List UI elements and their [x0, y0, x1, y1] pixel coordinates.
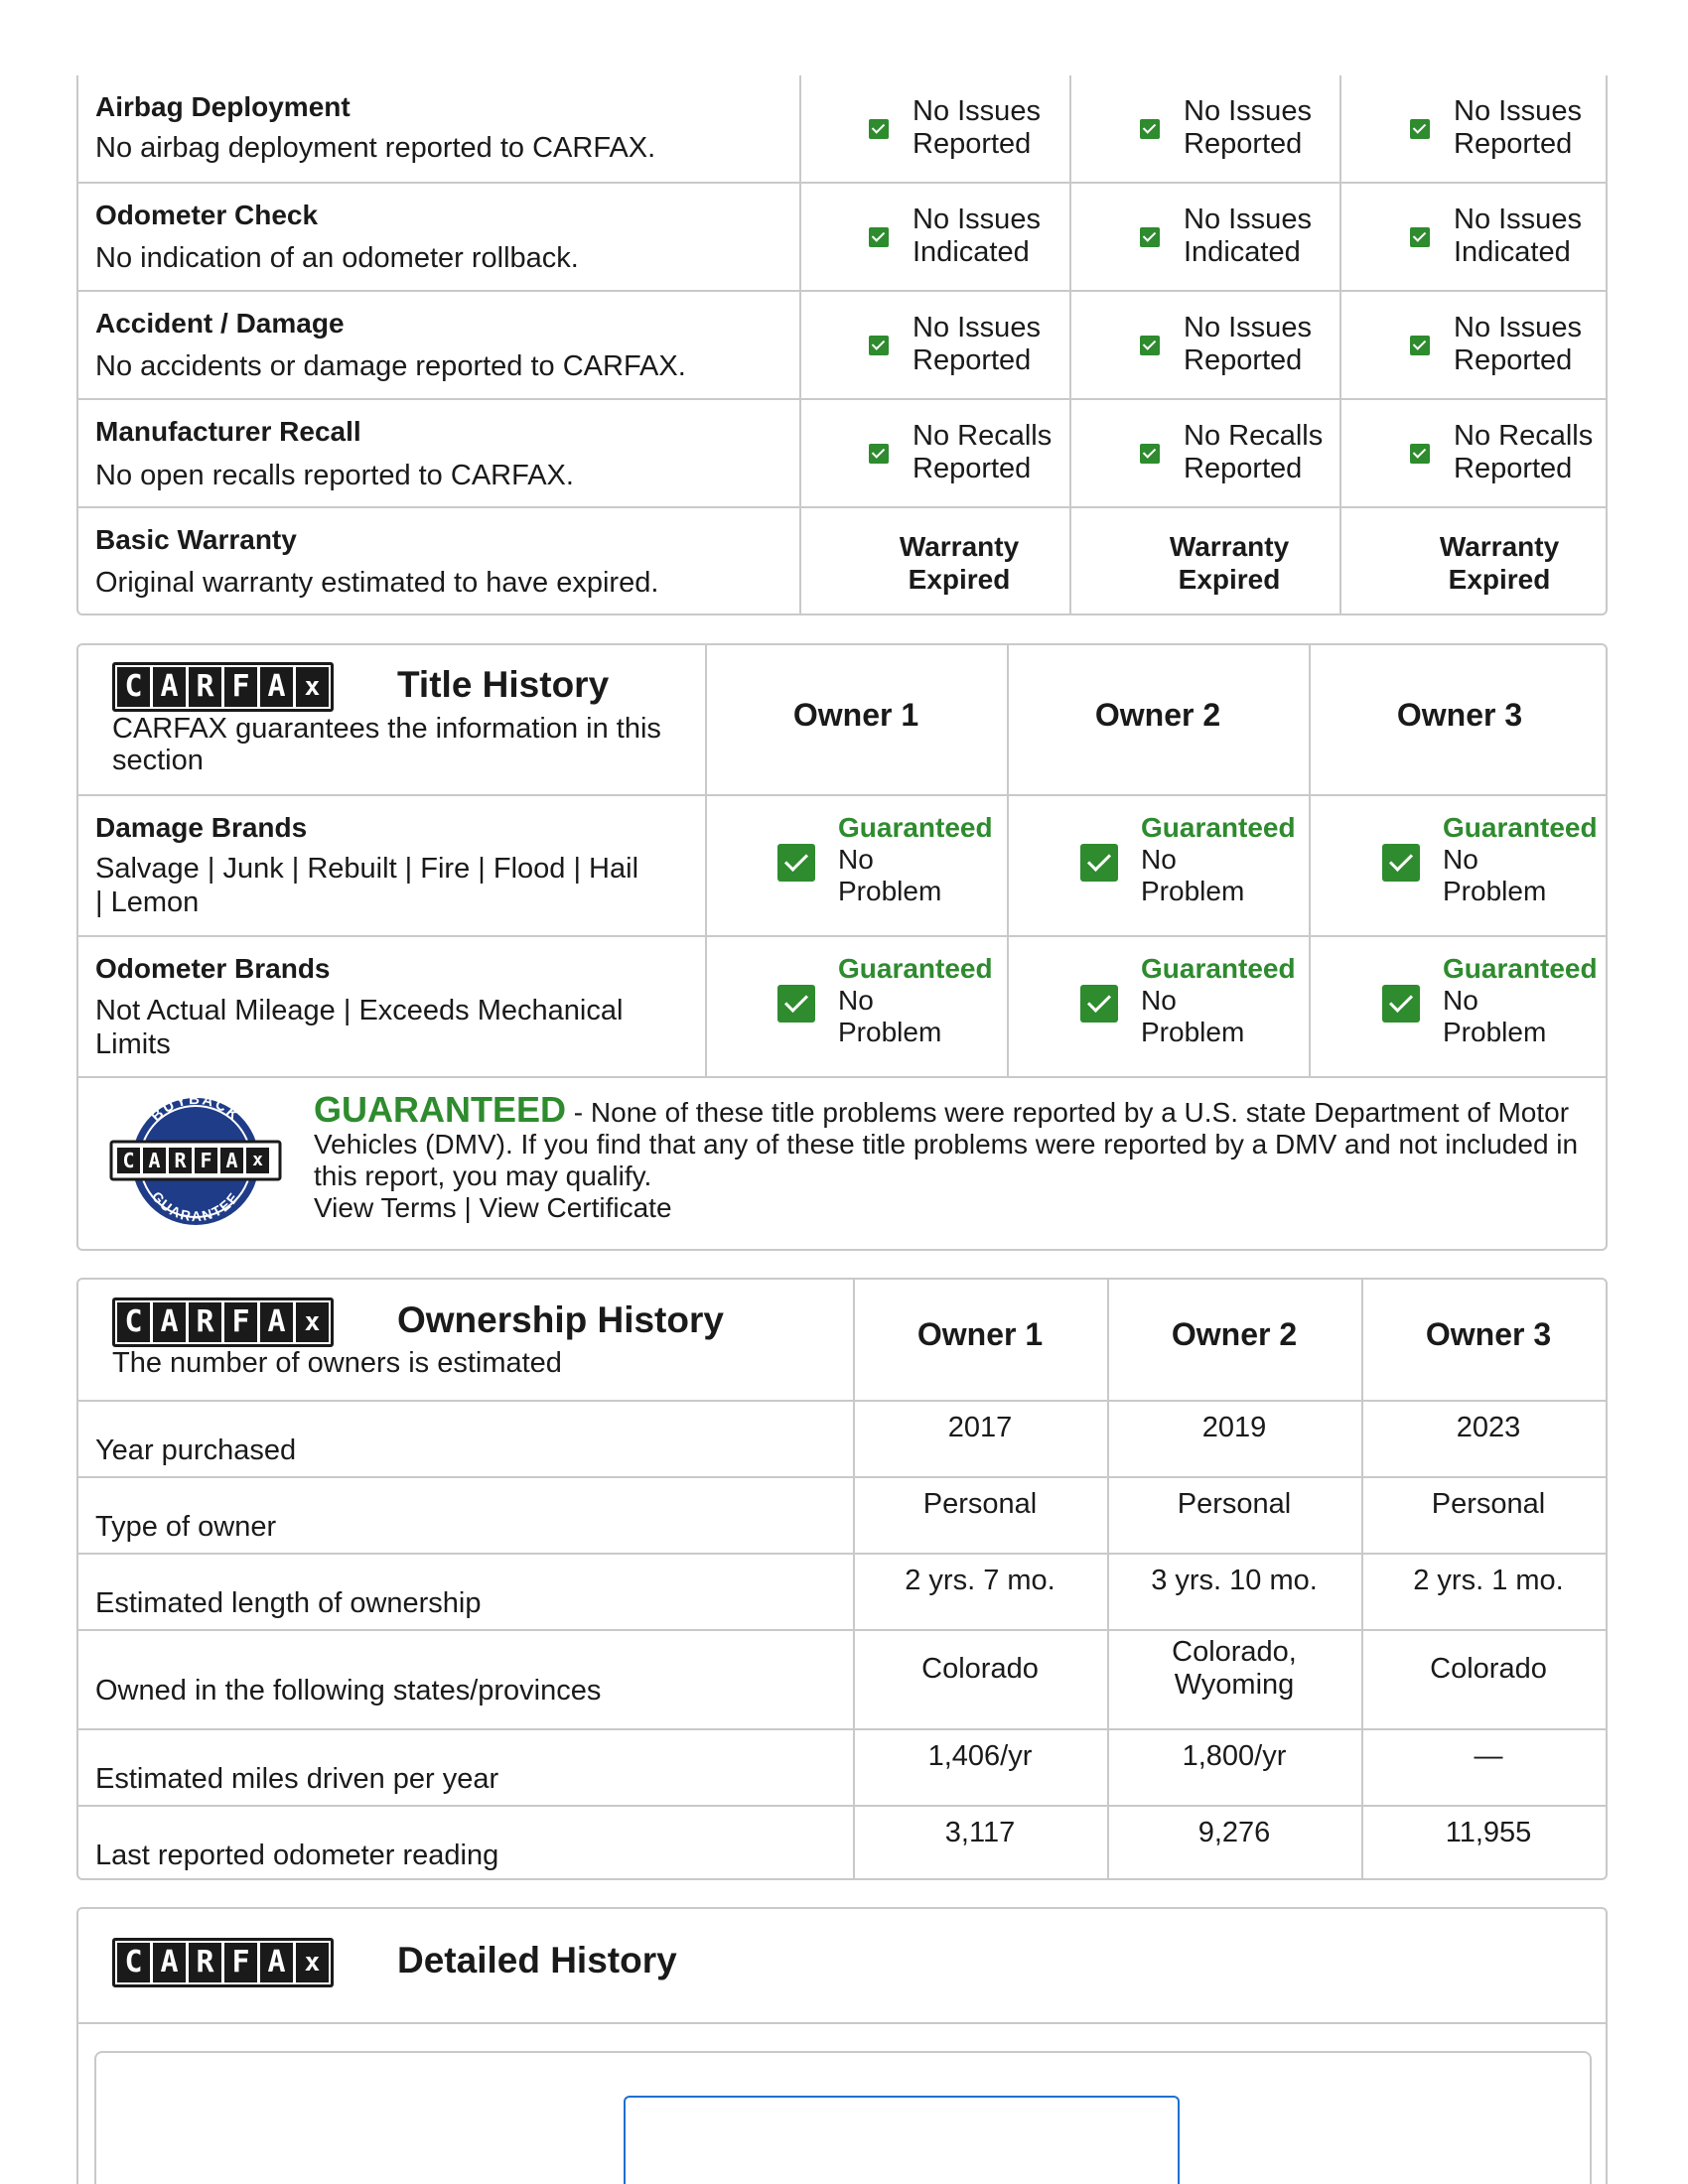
ownership-cell: 2 yrs. 7 mo. [905, 1565, 1055, 1596]
ownership-row-label: Last reported odometer reading [95, 1839, 499, 1871]
check-title: Odometer Check [95, 200, 319, 230]
warranty-status: Warranty Expired [899, 531, 1020, 595]
ownership-cell: 2019 [1201, 1412, 1267, 1443]
check-icon [1410, 227, 1430, 247]
guaranteed-check-icon [777, 844, 815, 882]
ownership-cell: Personal [1431, 1488, 1546, 1520]
section-title: Ownership History [397, 1299, 724, 1340]
ownership-row-label: Estimated miles driven per year [95, 1762, 499, 1795]
brand-desc: Not Actual Mileage | Exceeds Mechanical Limits [95, 995, 624, 1060]
owner-header: Owner 2 [1094, 697, 1221, 733]
brand-title: Odometer Brands [95, 953, 331, 984]
check-icon [1410, 444, 1430, 464]
ownership-cell: Colorado, Wyoming [1172, 1636, 1297, 1701]
check-title: Accident / Damage [95, 308, 345, 339]
warranty-status: Warranty Expired [1439, 531, 1560, 595]
view-terms-link[interactable]: View Terms [314, 1192, 457, 1223]
carfax-logo: C A R F A x [112, 1938, 334, 1987]
ownership-cell: 2 yrs. 1 mo. [1413, 1565, 1564, 1596]
ownership-cell: Colorado [921, 1652, 1039, 1685]
ownership-cell: — [1474, 1740, 1503, 1772]
detailed-history-button[interactable] [624, 2096, 1180, 2184]
ownership-row-label: Owned in the following states/provinces [95, 1675, 602, 1706]
guarantee-headline: GUARANTEED [314, 1089, 567, 1130]
owner-header: Owner 3 [1425, 1316, 1552, 1352]
check-status: No Recalls Reported [1184, 420, 1324, 484]
check-status: No Recalls Reported [1454, 420, 1594, 484]
section-title: Title History [397, 664, 610, 705]
ownership-cell: 11,955 [1445, 1817, 1532, 1848]
owner-header: Owner 3 [1396, 697, 1523, 733]
guaranteed-check-icon [777, 985, 815, 1023]
check-status: No Issues Reported [1184, 95, 1312, 160]
ownership-cell: 9,276 [1197, 1817, 1271, 1848]
badge-bottom-text: GUARANTEE [148, 1188, 243, 1225]
guaranteed-check-icon [1382, 844, 1420, 882]
check-icon [869, 227, 889, 247]
owner-header: Owner 1 [792, 697, 919, 733]
check-title: Manufacturer Recall [95, 416, 361, 447]
check-status: No Issues Indicated [913, 204, 1041, 268]
check-desc: No open recalls reported to CARFAX. [95, 460, 574, 491]
guarantee-status: Guaranteed No Problem [1141, 953, 1296, 1047]
ownership-row-label: Year purchased [95, 1433, 297, 1466]
check-status: No Issues Reported [1184, 312, 1312, 376]
guarantee-status: Guaranteed No Problem [1443, 812, 1598, 906]
check-status: No Issues Indicated [1184, 204, 1312, 268]
check-title: Airbag Deployment [95, 91, 351, 122]
owner-header: Owner 2 [1171, 1316, 1298, 1352]
check-icon [1410, 336, 1430, 355]
ownership-cell: 2017 [947, 1412, 1013, 1443]
warranty-title: Basic Warranty [95, 524, 297, 555]
section-subtitle: The number of owners is estimated [112, 1347, 562, 1379]
ownership-row-label: Type of owner [95, 1510, 277, 1543]
view-certificate-link[interactable]: View Certificate [479, 1192, 672, 1223]
guarantee-text: GUARANTEED - None of these title problems were reported by a U.S. state Department of Motor Vehicles (DMV). If you find that any of these title problems were reported by a DMV and not included in this report, you may qualify. View Terms | View Certificate [314, 1089, 1579, 1223]
check-icon [1140, 119, 1160, 139]
check-icon [869, 444, 889, 464]
ownership-cell: Personal [1177, 1488, 1292, 1520]
warranty-desc: Original warranty estimated to have expired. [95, 567, 659, 599]
guaranteed-check-icon [1080, 844, 1118, 882]
guarantee-status: Guaranteed No Problem [1443, 953, 1598, 1047]
guarantee-status: Guaranteed No Problem [838, 953, 993, 1047]
check-desc: No indication of an odometer rollback. [95, 242, 579, 274]
check-status: No Issues Reported [1454, 95, 1582, 160]
check-status: No Issues Indicated [1454, 204, 1582, 268]
check-status: No Recalls Reported [913, 420, 1053, 484]
check-status: No Issues Reported [913, 312, 1041, 376]
ownership-cell: Colorado [1430, 1652, 1547, 1685]
check-icon [1140, 336, 1160, 355]
check-icon [869, 336, 889, 355]
check-icon [1410, 119, 1430, 139]
guaranteed-check-icon [1382, 985, 1420, 1023]
check-icon [1140, 227, 1160, 247]
warranty-status: Warranty Expired [1169, 531, 1290, 595]
ownership-cell: 1,800/yr [1182, 1740, 1287, 1772]
ownership-cell: 3 yrs. 10 mo. [1151, 1565, 1318, 1596]
badge-top-text: BUYBACK [147, 1092, 244, 1126]
guarantee-status: Guaranteed No Problem [1141, 812, 1296, 906]
check-desc: No airbag deployment reported to CARFAX. [95, 132, 656, 164]
ownership-cell: 3,117 [944, 1817, 1016, 1848]
owner-header: Owner 1 [916, 1316, 1044, 1352]
ownership-cell: Personal [922, 1488, 1038, 1520]
carfax-logo: C A R F A x [112, 1297, 334, 1347]
section-title: Detailed History [397, 1940, 677, 1980]
guaranteed-check-icon [1080, 985, 1118, 1023]
check-desc: No accidents or damage reported to CARFAX. [95, 350, 686, 382]
section-subtitle: CARFAX guarantees the information in this section [112, 713, 661, 776]
ownership-cell: 2023 [1456, 1412, 1521, 1443]
guarantee-status: Guaranteed No Problem [838, 812, 993, 906]
ownership-row-label: Estimated length of ownership [95, 1586, 482, 1619]
buyback-guarantee-badge: BUYBACK GUARANTEE C A R F A x [109, 1092, 282, 1229]
brand-title: Damage Brands [95, 812, 308, 843]
check-status: No Issues Reported [913, 95, 1041, 160]
check-icon [1140, 444, 1160, 464]
check-status: No Issues Reported [1454, 312, 1582, 376]
check-icon [869, 119, 889, 139]
carfax-logo: C A R F A x [112, 662, 334, 712]
brand-desc: Salvage | Junk | Rebuilt | Fire | Flood | Hail | Lemon [95, 853, 639, 918]
ownership-cell: 1,406/yr [927, 1740, 1033, 1772]
